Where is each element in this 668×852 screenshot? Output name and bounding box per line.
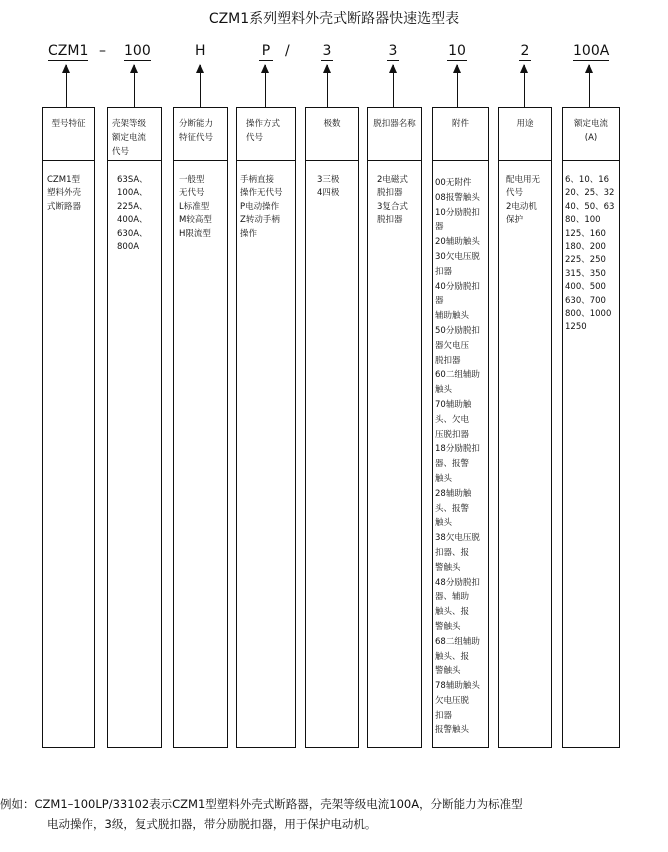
example-line-2: 电动操作，3级，复式脱扣器，带分励脱扣器，用于保护电动机。 [47,817,377,831]
column-body: 63SA、 100A、 225A、 400A、 630A、 800A [117,175,148,253]
column-header: 附件 [433,108,488,161]
column-header: 壳架等级 额定电流 代号 [108,108,161,161]
code-slash: / [285,43,290,59]
arrow-up-icon [134,65,135,108]
accessory-line: 欠电压脱 [435,695,470,706]
code-frame: 100 [124,43,151,59]
column-header: 操作方式 代号 [237,108,295,161]
accessory-line: 触头 [435,518,453,529]
accessory-line: 50分励脱扣 [435,325,480,336]
code-accessory: 10 [448,43,466,59]
column-header: 极数 [306,108,358,161]
column-header: 额定电流 (A) [563,108,619,161]
column-frame-current [107,107,162,748]
accessory-line: 扣器 [435,266,453,277]
code-purpose: 2 [520,43,530,59]
accessory-line: 28辅助触 [435,488,472,499]
column-release-type [367,107,422,748]
arrow-up-icon [393,65,394,108]
accessory-line: 70辅助触 [435,399,472,410]
arrow-up-icon [589,65,590,108]
accessory-line: 48分励脱扣 [435,577,480,588]
accessory-line: 触头、报 [435,607,470,618]
accessory-line: 警触头 [435,666,461,677]
code-poles: 3 [322,43,332,59]
column-model-feature [42,107,95,748]
code-current: 100A [573,43,610,59]
accessory-line: 00无附件 [435,178,472,188]
accessory-line: 扣器 [435,710,453,721]
accessory-line: 器 [435,296,444,307]
column-poles [305,107,359,748]
accessory-line: 辅助触头 [435,311,470,322]
accessory-line: 器 [435,222,444,233]
column-body [433,176,488,738]
accessory-line: 08报警触头 [435,192,480,203]
column-header: 型号特征 [43,108,94,161]
accessory-line: 78辅助触头 [435,681,480,692]
accessory-line: 触头 [435,385,453,396]
accessory-line: 触头、报 [435,651,470,662]
column-header: 脱扣器名称 [368,108,421,161]
accessory-line: 40分励脱扣 [435,281,480,292]
arrow-up-icon [524,65,525,108]
accessory-line: 20辅助触头 [435,237,480,248]
column-body: 6、10、16 20、25、32 40、50、63 80、100 125、160 180、200 225、250 315、350 400、500 630、700 800、1000 1250 [565,175,615,333]
accessory-line: 压脱扣器 [435,429,470,440]
example-note [0,794,523,834]
accessory-line: 68二组辅助 [435,636,480,647]
column-body: 手柄直接 操作无代号 P电动操作 Z转动手柄 操作 [240,175,283,239]
accessory-line: 器欠电压 [435,340,470,351]
column-header: 分断能力 特征代号 [174,108,227,161]
accessory-line: 60二组辅助 [435,370,480,381]
page-title: CZM1系列塑料外壳式断路器快速选型表 [208,11,460,27]
column-body: CZM1型 塑料外壳 式断路器 [47,175,82,212]
column-breaking-capacity [173,107,228,748]
arrow-up-icon [327,65,328,108]
column-rated-current [562,107,620,748]
accessory-line: 30欠电压脱 [435,251,480,262]
accessory-line: 头、报警 [435,503,470,514]
accessory-line: 报警触头 [435,725,470,736]
code-breaking: H [195,43,206,59]
accessory-line: 38欠电压脱 [435,533,480,544]
example-line-1: 例如：CZM1–100LP/33102表示CZM1型塑料外壳式断路器，壳架等级电流100A，分断能力为标准型 [0,797,523,811]
accessory-line: 10分励脱扣 [435,207,480,218]
arrow-up-icon [265,65,266,108]
column-body: 配电用无 代号 2电动机 保护 [506,175,541,226]
column-purpose [498,107,552,748]
accessory-line: 警触头 [435,621,461,632]
code-operation: P [259,43,273,61]
accessory-line: 18分励脱扣 [435,444,480,455]
column-accessory [432,107,489,748]
code-dash: – [99,43,106,59]
accessory-line: 脱扣器 [435,355,461,366]
column-operation-mode [236,107,296,748]
column-body: 一般型 无代号 L标准型 M较高型 H限流型 [179,175,212,239]
column-body: 3三极 4四极 [317,175,340,199]
accessory-line: 扣器、报 [435,547,470,558]
accessory-line: 器、辅助 [435,592,470,603]
accessory-line: 器、报警 [435,459,470,470]
arrow-up-icon [200,65,201,108]
code-release: 3 [388,43,398,59]
accessory-line: 触头 [435,473,453,484]
arrow-up-icon [457,65,458,108]
accessory-line: 头、欠电 [435,414,470,425]
column-header: 用途 [499,108,551,161]
column-body: 2电磁式 脱扣器 3复合式 脱扣器 [377,175,408,226]
code-series: CZM1 [48,43,89,59]
accessory-line: 警触头 [435,562,461,573]
arrow-up-icon [66,65,67,108]
